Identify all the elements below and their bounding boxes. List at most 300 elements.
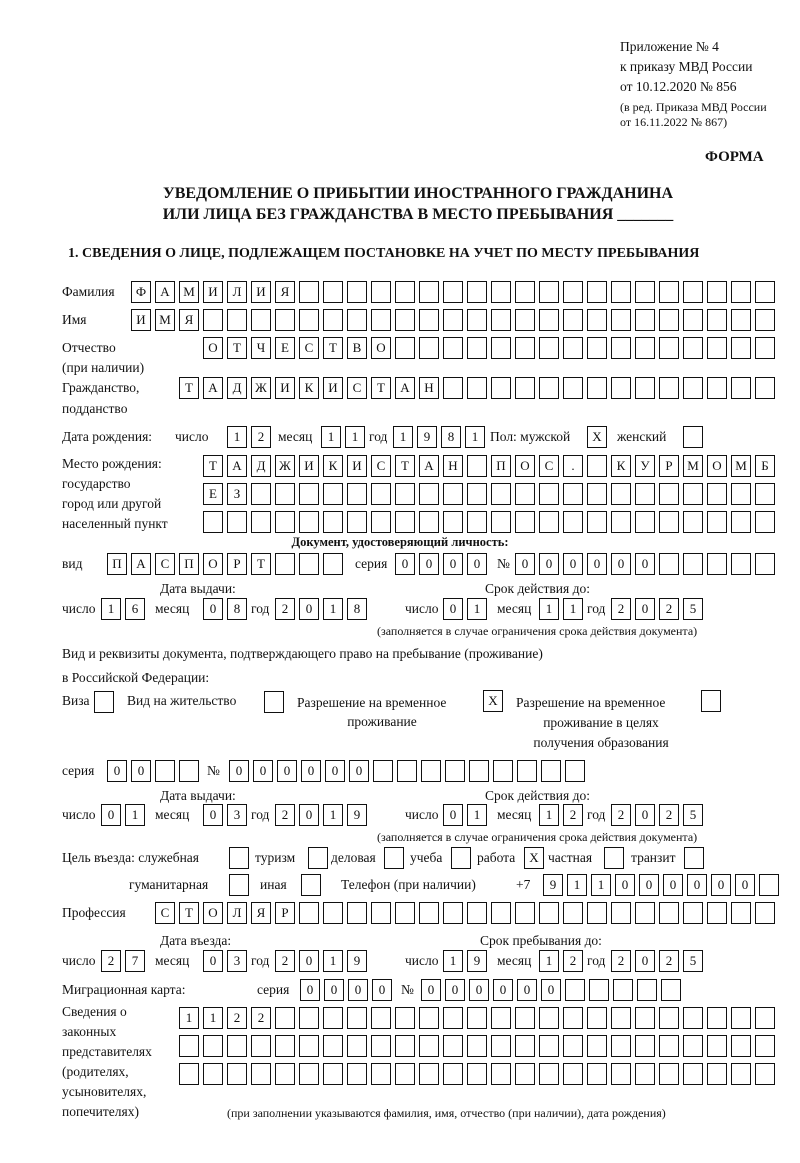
char-cell[interactable] <box>563 377 583 399</box>
char-cell[interactable] <box>419 1035 439 1057</box>
char-cell[interactable] <box>443 309 463 331</box>
char-cell[interactable] <box>443 511 463 533</box>
char-cell[interactable] <box>563 483 583 505</box>
char-cell[interactable] <box>587 455 607 477</box>
char-cell[interactable] <box>347 902 367 924</box>
char-cell[interactable]: 0 <box>467 553 487 575</box>
char-cell[interactable] <box>613 979 633 1001</box>
char-cell[interactable] <box>731 483 751 505</box>
char-cell[interactable] <box>419 337 439 359</box>
char-cell[interactable] <box>275 309 295 331</box>
char-cell[interactable]: 0 <box>301 760 321 782</box>
char-cell[interactable] <box>587 1007 607 1029</box>
char-cell[interactable] <box>587 377 607 399</box>
char-cell[interactable] <box>323 1007 343 1029</box>
checkbox[interactable] <box>229 874 249 896</box>
char-cell[interactable]: 3 <box>227 804 247 826</box>
char-cell[interactable]: М <box>179 281 199 303</box>
char-cell[interactable]: А <box>395 377 415 399</box>
char-cell[interactable] <box>467 1035 487 1057</box>
char-cell[interactable]: 0 <box>443 804 463 826</box>
char-cell[interactable]: 0 <box>541 979 561 1001</box>
char-cell[interactable] <box>659 281 679 303</box>
char-cell[interactable] <box>515 1007 535 1029</box>
char-cell[interactable] <box>683 337 703 359</box>
char-cell[interactable] <box>179 760 199 782</box>
char-cell[interactable]: 2 <box>659 804 679 826</box>
char-cell[interactable]: А <box>131 553 151 575</box>
char-cell[interactable] <box>589 979 609 1001</box>
char-cell[interactable] <box>251 309 271 331</box>
char-cell[interactable] <box>755 1063 775 1085</box>
char-cell[interactable] <box>707 337 727 359</box>
char-cell[interactable] <box>515 483 535 505</box>
char-cell[interactable] <box>421 760 441 782</box>
char-cell[interactable] <box>395 511 415 533</box>
char-cell[interactable]: 0 <box>349 760 369 782</box>
char-cell[interactable] <box>515 511 535 533</box>
checkbox[interactable] <box>384 847 404 869</box>
char-cell[interactable] <box>203 1035 223 1057</box>
char-cell[interactable] <box>683 1007 703 1029</box>
char-cell[interactable] <box>563 281 583 303</box>
char-cell[interactable]: 2 <box>611 950 631 972</box>
char-cell[interactable] <box>755 553 775 575</box>
char-cell[interactable]: М <box>155 309 175 331</box>
char-cell[interactable] <box>347 511 367 533</box>
char-cell[interactable] <box>707 1035 727 1057</box>
char-cell[interactable] <box>587 309 607 331</box>
checkbox[interactable]: X <box>587 426 607 448</box>
char-cell[interactable] <box>707 1007 727 1029</box>
char-cell[interactable] <box>637 979 657 1001</box>
char-cell[interactable]: 9 <box>347 950 367 972</box>
char-cell[interactable]: Л <box>227 281 247 303</box>
char-cell[interactable] <box>515 902 535 924</box>
char-cell[interactable] <box>707 281 727 303</box>
char-cell[interactable]: Т <box>179 902 199 924</box>
char-cell[interactable]: 2 <box>101 950 121 972</box>
char-cell[interactable]: 0 <box>587 553 607 575</box>
char-cell[interactable] <box>299 511 319 533</box>
char-cell[interactable] <box>251 483 271 505</box>
char-cell[interactable] <box>539 337 559 359</box>
char-cell[interactable]: 2 <box>275 804 295 826</box>
char-cell[interactable] <box>563 902 583 924</box>
char-cell[interactable]: С <box>155 553 175 575</box>
char-cell[interactable] <box>491 1063 511 1085</box>
char-cell[interactable]: 3 <box>227 950 247 972</box>
char-cell[interactable]: Ф <box>131 281 151 303</box>
char-cell[interactable] <box>515 1063 535 1085</box>
char-cell[interactable]: Д <box>251 455 271 477</box>
char-cell[interactable]: 2 <box>275 950 295 972</box>
char-cell[interactable] <box>467 455 487 477</box>
char-cell[interactable]: 0 <box>443 553 463 575</box>
char-cell[interactable] <box>635 281 655 303</box>
char-cell[interactable] <box>683 377 703 399</box>
char-cell[interactable] <box>227 309 247 331</box>
char-cell[interactable] <box>755 281 775 303</box>
char-cell[interactable] <box>635 309 655 331</box>
char-cell[interactable]: 1 <box>321 426 341 448</box>
char-cell[interactable] <box>683 1063 703 1085</box>
char-cell[interactable] <box>275 483 295 505</box>
char-cell[interactable] <box>755 511 775 533</box>
char-cell[interactable]: 0 <box>635 553 655 575</box>
char-cell[interactable] <box>515 309 535 331</box>
char-cell[interactable] <box>419 1063 439 1085</box>
char-cell[interactable] <box>467 281 487 303</box>
char-cell[interactable]: Т <box>395 455 415 477</box>
char-cell[interactable] <box>611 902 631 924</box>
char-cell[interactable] <box>443 1035 463 1057</box>
char-cell[interactable]: 1 <box>465 426 485 448</box>
char-cell[interactable] <box>707 483 727 505</box>
char-cell[interactable]: У <box>635 455 655 477</box>
char-cell[interactable] <box>467 1007 487 1029</box>
char-cell[interactable] <box>179 1063 199 1085</box>
char-cell[interactable] <box>515 281 535 303</box>
char-cell[interactable] <box>251 1063 271 1085</box>
char-cell[interactable] <box>371 309 391 331</box>
char-cell[interactable] <box>515 377 535 399</box>
char-cell[interactable]: Т <box>323 337 343 359</box>
char-cell[interactable]: 2 <box>251 426 271 448</box>
char-cell[interactable] <box>635 483 655 505</box>
char-cell[interactable] <box>275 1007 295 1029</box>
char-cell[interactable] <box>419 511 439 533</box>
char-cell[interactable] <box>565 760 585 782</box>
char-cell[interactable] <box>659 1007 679 1029</box>
char-cell[interactable]: А <box>419 455 439 477</box>
char-cell[interactable] <box>371 1007 391 1029</box>
char-cell[interactable]: 5 <box>683 950 703 972</box>
char-cell[interactable] <box>683 553 703 575</box>
char-cell[interactable]: 0 <box>203 804 223 826</box>
char-cell[interactable] <box>611 281 631 303</box>
char-cell[interactable]: 0 <box>419 553 439 575</box>
char-cell[interactable]: 0 <box>615 874 635 896</box>
char-cell[interactable]: 0 <box>735 874 755 896</box>
char-cell[interactable]: К <box>299 377 319 399</box>
char-cell[interactable]: 9 <box>467 950 487 972</box>
char-cell[interactable]: 1 <box>539 950 559 972</box>
char-cell[interactable]: Л <box>227 902 247 924</box>
char-cell[interactable]: В <box>347 337 367 359</box>
char-cell[interactable] <box>611 511 631 533</box>
char-cell[interactable] <box>755 483 775 505</box>
char-cell[interactable]: Е <box>275 337 295 359</box>
char-cell[interactable] <box>443 483 463 505</box>
char-cell[interactable] <box>565 979 585 1001</box>
char-cell[interactable] <box>251 1035 271 1057</box>
char-cell[interactable]: И <box>275 377 295 399</box>
char-cell[interactable]: Д <box>227 377 247 399</box>
char-cell[interactable]: П <box>179 553 199 575</box>
char-cell[interactable]: С <box>347 377 367 399</box>
char-cell[interactable] <box>251 511 271 533</box>
char-cell[interactable]: 0 <box>515 553 535 575</box>
char-cell[interactable] <box>491 902 511 924</box>
char-cell[interactable]: И <box>299 455 319 477</box>
char-cell[interactable]: 2 <box>659 598 679 620</box>
char-cell[interactable]: Т <box>203 455 223 477</box>
char-cell[interactable]: 6 <box>125 598 145 620</box>
char-cell[interactable] <box>683 902 703 924</box>
checkbox[interactable] <box>683 426 703 448</box>
checkbox[interactable] <box>684 847 704 869</box>
char-cell[interactable] <box>731 1035 751 1057</box>
char-cell[interactable] <box>635 1007 655 1029</box>
char-cell[interactable]: 1 <box>591 874 611 896</box>
char-cell[interactable]: 0 <box>493 979 513 1001</box>
char-cell[interactable] <box>491 281 511 303</box>
char-cell[interactable]: Ж <box>251 377 271 399</box>
char-cell[interactable] <box>419 281 439 303</box>
char-cell[interactable] <box>371 281 391 303</box>
char-cell[interactable] <box>323 281 343 303</box>
char-cell[interactable]: О <box>371 337 391 359</box>
char-cell[interactable] <box>541 760 561 782</box>
char-cell[interactable] <box>467 309 487 331</box>
char-cell[interactable] <box>731 337 751 359</box>
char-cell[interactable] <box>419 483 439 505</box>
char-cell[interactable] <box>491 1007 511 1029</box>
char-cell[interactable] <box>299 902 319 924</box>
char-cell[interactable] <box>635 337 655 359</box>
char-cell[interactable]: И <box>131 309 151 331</box>
char-cell[interactable]: Н <box>443 455 463 477</box>
char-cell[interactable] <box>491 337 511 359</box>
char-cell[interactable] <box>371 483 391 505</box>
char-cell[interactable] <box>491 377 511 399</box>
char-cell[interactable] <box>563 1035 583 1057</box>
char-cell[interactable]: С <box>155 902 175 924</box>
char-cell[interactable]: А <box>227 455 247 477</box>
char-cell[interactable] <box>611 309 631 331</box>
char-cell[interactable] <box>373 760 393 782</box>
char-cell[interactable]: 1 <box>539 598 559 620</box>
char-cell[interactable] <box>347 309 367 331</box>
char-cell[interactable] <box>659 337 679 359</box>
checkbox[interactable] <box>604 847 624 869</box>
char-cell[interactable] <box>203 309 223 331</box>
char-cell[interactable] <box>179 1035 199 1057</box>
char-cell[interactable] <box>347 1063 367 1085</box>
char-cell[interactable]: О <box>707 455 727 477</box>
char-cell[interactable]: Р <box>227 553 247 575</box>
char-cell[interactable]: С <box>539 455 559 477</box>
char-cell[interactable] <box>491 511 511 533</box>
char-cell[interactable] <box>467 483 487 505</box>
char-cell[interactable]: К <box>323 455 343 477</box>
char-cell[interactable] <box>587 483 607 505</box>
char-cell[interactable]: С <box>371 455 391 477</box>
char-cell[interactable]: 2 <box>251 1007 271 1029</box>
char-cell[interactable] <box>755 902 775 924</box>
checkbox[interactable]: X <box>524 847 544 869</box>
char-cell[interactable]: Т <box>371 377 391 399</box>
char-cell[interactable]: 0 <box>517 979 537 1001</box>
char-cell[interactable] <box>683 483 703 505</box>
char-cell[interactable] <box>227 1063 247 1085</box>
char-cell[interactable]: Я <box>179 309 199 331</box>
char-cell[interactable]: 8 <box>347 598 367 620</box>
char-cell[interactable] <box>491 483 511 505</box>
char-cell[interactable] <box>539 511 559 533</box>
char-cell[interactable]: 1 <box>539 804 559 826</box>
char-cell[interactable]: 0 <box>299 950 319 972</box>
char-cell[interactable] <box>395 337 415 359</box>
char-cell[interactable]: 1 <box>323 598 343 620</box>
char-cell[interactable]: 1 <box>467 804 487 826</box>
char-cell[interactable] <box>731 1063 751 1085</box>
char-cell[interactable] <box>395 483 415 505</box>
char-cell[interactable] <box>395 902 415 924</box>
char-cell[interactable] <box>395 281 415 303</box>
char-cell[interactable]: 0 <box>663 874 683 896</box>
char-cell[interactable] <box>155 760 175 782</box>
char-cell[interactable]: 0 <box>324 979 344 1001</box>
char-cell[interactable]: 0 <box>639 874 659 896</box>
char-cell[interactable] <box>563 337 583 359</box>
char-cell[interactable] <box>635 1063 655 1085</box>
char-cell[interactable] <box>443 1007 463 1029</box>
char-cell[interactable]: Ч <box>251 337 271 359</box>
char-cell[interactable] <box>395 1007 415 1029</box>
char-cell[interactable] <box>491 1035 511 1057</box>
char-cell[interactable] <box>683 1035 703 1057</box>
char-cell[interactable] <box>563 309 583 331</box>
char-cell[interactable] <box>661 979 681 1001</box>
char-cell[interactable]: О <box>515 455 535 477</box>
char-cell[interactable] <box>683 281 703 303</box>
char-cell[interactable] <box>659 1035 679 1057</box>
char-cell[interactable] <box>467 377 487 399</box>
char-cell[interactable] <box>443 1063 463 1085</box>
char-cell[interactable]: 0 <box>635 598 655 620</box>
char-cell[interactable] <box>611 1035 631 1057</box>
char-cell[interactable]: 2 <box>611 598 631 620</box>
char-cell[interactable] <box>587 1035 607 1057</box>
char-cell[interactable] <box>323 309 343 331</box>
char-cell[interactable]: 7 <box>125 950 145 972</box>
char-cell[interactable]: И <box>347 455 367 477</box>
char-cell[interactable] <box>371 1035 391 1057</box>
char-cell[interactable]: 0 <box>203 598 223 620</box>
char-cell[interactable]: 9 <box>543 874 563 896</box>
char-cell[interactable]: 2 <box>227 1007 247 1029</box>
checkbox[interactable] <box>229 847 249 869</box>
char-cell[interactable] <box>419 1007 439 1029</box>
char-cell[interactable] <box>683 511 703 533</box>
char-cell[interactable]: О <box>203 902 223 924</box>
char-cell[interactable]: Я <box>275 281 295 303</box>
char-cell[interactable]: 0 <box>101 804 121 826</box>
char-cell[interactable]: 0 <box>299 598 319 620</box>
checkbox[interactable] <box>451 847 471 869</box>
checkbox[interactable] <box>94 691 114 713</box>
char-cell[interactable]: П <box>107 553 127 575</box>
char-cell[interactable]: 0 <box>445 979 465 1001</box>
char-cell[interactable]: И <box>203 281 223 303</box>
char-cell[interactable] <box>299 483 319 505</box>
char-cell[interactable]: 1 <box>101 598 121 620</box>
char-cell[interactable]: 5 <box>683 598 703 620</box>
checkbox[interactable] <box>701 690 721 712</box>
char-cell[interactable]: П <box>491 455 511 477</box>
char-cell[interactable] <box>635 1035 655 1057</box>
char-cell[interactable] <box>275 553 295 575</box>
char-cell[interactable] <box>323 1063 343 1085</box>
char-cell[interactable]: 0 <box>372 979 392 1001</box>
char-cell[interactable] <box>611 337 631 359</box>
char-cell[interactable]: 1 <box>125 804 145 826</box>
char-cell[interactable] <box>731 553 751 575</box>
char-cell[interactable]: 0 <box>299 804 319 826</box>
char-cell[interactable] <box>395 309 415 331</box>
char-cell[interactable] <box>299 1063 319 1085</box>
char-cell[interactable]: 2 <box>659 950 679 972</box>
char-cell[interactable]: О <box>203 553 223 575</box>
char-cell[interactable] <box>323 902 343 924</box>
char-cell[interactable] <box>587 902 607 924</box>
char-cell[interactable] <box>419 309 439 331</box>
char-cell[interactable]: 0 <box>203 950 223 972</box>
char-cell[interactable] <box>539 1035 559 1057</box>
char-cell[interactable] <box>467 511 487 533</box>
char-cell[interactable]: К <box>611 455 631 477</box>
char-cell[interactable] <box>611 1007 631 1029</box>
checkbox[interactable] <box>308 847 328 869</box>
char-cell[interactable]: 2 <box>563 950 583 972</box>
char-cell[interactable] <box>443 902 463 924</box>
char-cell[interactable] <box>443 377 463 399</box>
char-cell[interactable] <box>275 511 295 533</box>
char-cell[interactable] <box>539 309 559 331</box>
char-cell[interactable] <box>299 1007 319 1029</box>
char-cell[interactable]: 0 <box>421 979 441 1001</box>
char-cell[interactable]: Т <box>227 337 247 359</box>
char-cell[interactable]: 2 <box>611 804 631 826</box>
char-cell[interactable]: 0 <box>395 553 415 575</box>
char-cell[interactable] <box>759 874 779 896</box>
char-cell[interactable] <box>659 1063 679 1085</box>
char-cell[interactable]: 1 <box>467 598 487 620</box>
char-cell[interactable]: Н <box>419 377 439 399</box>
char-cell[interactable] <box>587 337 607 359</box>
char-cell[interactable] <box>683 309 703 331</box>
char-cell[interactable]: А <box>203 377 223 399</box>
char-cell[interactable]: М <box>683 455 703 477</box>
char-cell[interactable]: 9 <box>347 804 367 826</box>
char-cell[interactable]: 2 <box>275 598 295 620</box>
char-cell[interactable]: 0 <box>611 553 631 575</box>
char-cell[interactable] <box>707 902 727 924</box>
char-cell[interactable] <box>227 511 247 533</box>
char-cell[interactable]: 9 <box>417 426 437 448</box>
char-cell[interactable] <box>299 309 319 331</box>
char-cell[interactable] <box>659 483 679 505</box>
char-cell[interactable]: С <box>299 337 319 359</box>
char-cell[interactable]: 1 <box>179 1007 199 1029</box>
char-cell[interactable] <box>443 337 463 359</box>
char-cell[interactable] <box>659 511 679 533</box>
char-cell[interactable]: 0 <box>107 760 127 782</box>
char-cell[interactable] <box>539 902 559 924</box>
char-cell[interactable]: 0 <box>635 804 655 826</box>
